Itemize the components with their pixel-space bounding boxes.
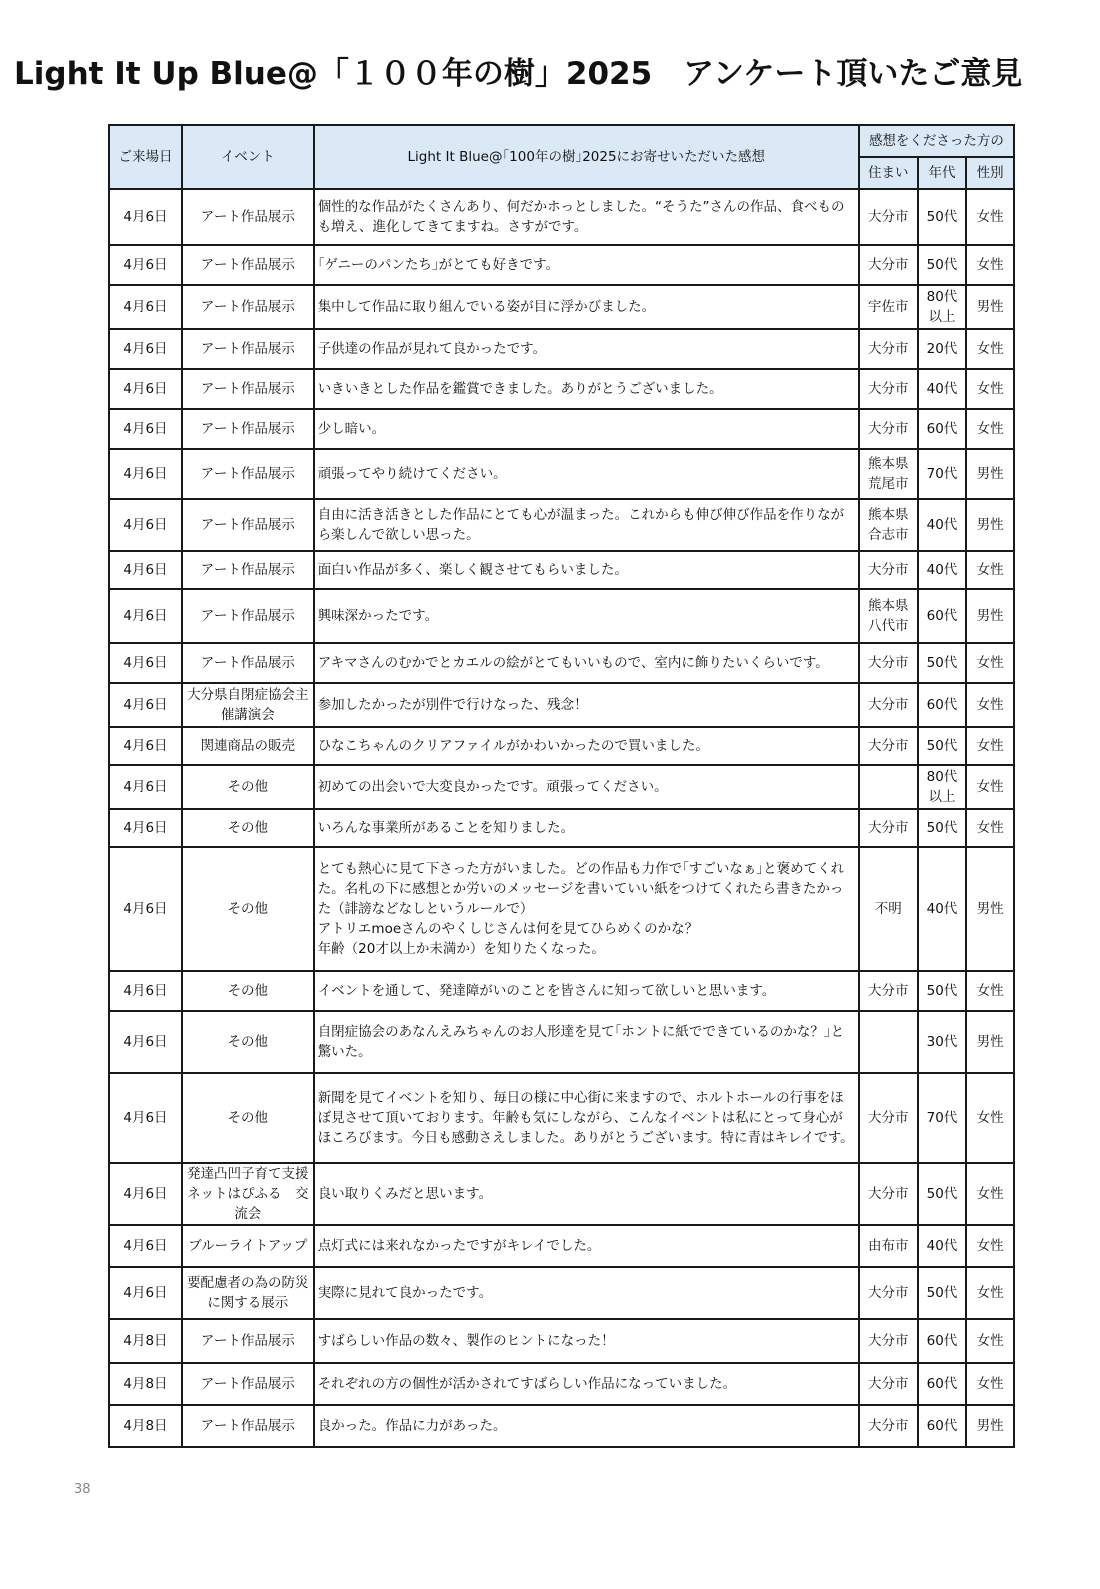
row-comment: アキマさんのむかでとカエルの絵がとてもいいもので、室内に飾りたいくらいです。 [314, 643, 859, 683]
row-residence: 大分市 [859, 727, 918, 765]
row-comment: 面白い作品が多く、楽しく観させてもらいました。 [314, 551, 859, 589]
row-age: 80代以上 [918, 285, 967, 329]
header-comment: Light It Blue@｢100年の樹｣2025にお寄せいただいた感想 [314, 125, 859, 189]
row-date: 4月6日 [109, 1225, 182, 1267]
row-age: 50代 [918, 971, 967, 1011]
row-comment: 興味深かったです。 [314, 589, 859, 643]
table-row [109, 765, 1014, 809]
table-row [109, 499, 1014, 551]
row-gender: 女性 [966, 1225, 1014, 1267]
table-row [109, 1163, 1014, 1225]
row-event: アート作品展示 [182, 643, 314, 683]
row-age: 50代 [918, 245, 967, 285]
row-date: 4月6日 [109, 1073, 182, 1163]
row-date: 4月6日 [109, 189, 182, 245]
row-comment: 少し暗い。 [314, 409, 859, 449]
row-age: 50代 [918, 1267, 967, 1319]
row-comment: それぞれの方の個性が活かされてすばらしい作品になっていました。 [314, 1363, 859, 1405]
row-date: 4月6日 [109, 683, 182, 727]
row-event: アート作品展示 [182, 499, 314, 551]
row-date: 4月6日 [109, 245, 182, 285]
table-row [109, 589, 1014, 643]
row-gender: 女性 [966, 1267, 1014, 1319]
table-row [109, 189, 1014, 245]
row-event: アート作品展示 [182, 369, 314, 409]
row-event: アート作品展示 [182, 449, 314, 499]
row-gender: 女性 [966, 369, 1014, 409]
row-comment: いきいきとした作品を鑑賞できました。ありがとうございました。 [314, 369, 859, 409]
row-age: 50代 [918, 643, 967, 683]
row-comment: 自由に活き活きとした作品にとても心が温まった。これからも伸び伸び作品を作りながら楽しんで欲しい思った。 [314, 499, 859, 551]
row-date: 4月6日 [109, 809, 182, 847]
row-age: 60代 [918, 1363, 967, 1405]
row-event: アート作品展示 [182, 551, 314, 589]
row-comment: 良かった。作品に力があった。 [314, 1405, 859, 1447]
row-residence: 大分市 [859, 1319, 918, 1363]
table-row [109, 643, 1014, 683]
row-date: 4月6日 [109, 589, 182, 643]
row-residence [859, 1011, 918, 1073]
row-event: 関連商品の販売 [182, 727, 314, 765]
row-event: アート作品展示 [182, 1319, 314, 1363]
row-date: 4月6日 [109, 329, 182, 369]
row-comment: イベントを通して、発達障がいのことを皆さんに知って欲しいと思います。 [314, 971, 859, 1011]
row-date: 4月6日 [109, 847, 182, 971]
row-comment: 頑張ってやり続けてください。 [314, 449, 859, 499]
row-gender: 女性 [966, 1073, 1014, 1163]
row-residence: 熊本県合志市 [859, 499, 918, 551]
row-residence: 熊本県荒尾市 [859, 449, 918, 499]
row-gender: 男性 [966, 589, 1014, 643]
row-event: アート作品展示 [182, 285, 314, 329]
row-age: 40代 [918, 369, 967, 409]
table-row [109, 409, 1014, 449]
row-residence: 大分市 [859, 971, 918, 1011]
row-comment: 参加したかったが別件で行けなった、残念！ [314, 683, 859, 727]
header-residence: 住まい [859, 157, 918, 189]
row-comment: いろんな事業所があることを知りました。 [314, 809, 859, 847]
row-event: アート作品展示 [182, 329, 314, 369]
table-row [109, 285, 1014, 329]
row-date: 4月8日 [109, 1363, 182, 1405]
row-event: 発達凸凹子育て支援ネットはぴふる 交流会 [182, 1163, 314, 1225]
row-date: 4月6日 [109, 765, 182, 809]
header-age: 年代 [918, 157, 967, 189]
row-residence: 熊本県八代市 [859, 589, 918, 643]
row-comment: 良い取りくみだと思います。 [314, 1163, 859, 1225]
row-age: 50代 [918, 727, 967, 765]
row-residence: 宇佐市 [859, 285, 918, 329]
row-date: 4月8日 [109, 1319, 182, 1363]
row-residence: 大分市 [859, 683, 918, 727]
row-residence: 不明 [859, 847, 918, 971]
row-event: その他 [182, 765, 314, 809]
row-event: その他 [182, 1011, 314, 1073]
row-residence: 大分市 [859, 1163, 918, 1225]
row-date: 4月6日 [109, 409, 182, 449]
row-residence: 大分市 [859, 409, 918, 449]
table-row [109, 1073, 1014, 1163]
row-date: 4月6日 [109, 1011, 182, 1073]
row-gender: 女性 [966, 809, 1014, 847]
row-event: その他 [182, 971, 314, 1011]
table-row [109, 449, 1014, 499]
row-event: アート作品展示 [182, 409, 314, 449]
row-residence: 大分市 [859, 1073, 918, 1163]
row-gender: 女性 [966, 551, 1014, 589]
row-event: その他 [182, 847, 314, 971]
table-header [109, 125, 1014, 189]
row-comment: 実際に見れて良かったです。 [314, 1267, 859, 1319]
row-gender: 男性 [966, 847, 1014, 971]
row-gender: 男性 [966, 285, 1014, 329]
row-age: 40代 [918, 847, 967, 971]
row-gender: 女性 [966, 409, 1014, 449]
page-number: 38 [74, 1482, 91, 1497]
row-residence: 大分市 [859, 329, 918, 369]
row-comment: 集中して作品に取り組んでいる姿が目に浮かびました。 [314, 285, 859, 329]
row-age: 60代 [918, 1405, 967, 1447]
row-gender: 女性 [966, 643, 1014, 683]
table-row [109, 727, 1014, 765]
row-age: 40代 [918, 1225, 967, 1267]
row-residence: 大分市 [859, 1267, 918, 1319]
row-date: 4月6日 [109, 1163, 182, 1225]
row-gender: 男性 [966, 499, 1014, 551]
row-gender: 女性 [966, 1163, 1014, 1225]
table-row [109, 551, 1014, 589]
row-age: 50代 [918, 1163, 967, 1225]
row-age: 60代 [918, 683, 967, 727]
row-gender: 女性 [966, 329, 1014, 369]
row-residence [859, 765, 918, 809]
table-row [109, 683, 1014, 727]
row-event: アート作品展示 [182, 245, 314, 285]
header-event: イベント [182, 125, 314, 189]
row-age: 60代 [918, 589, 967, 643]
row-age: 70代 [918, 1073, 967, 1163]
row-comment: 点灯式には来れなかったですがキレイでした。 [314, 1225, 859, 1267]
row-age: 50代 [918, 189, 967, 245]
row-gender: 男性 [966, 1405, 1014, 1447]
row-comment: とても熱心に見て下さった方がいました。どの作品も力作で｢すごいなぁ｣と褒めてくれた。名札の下に感想とか労いのメッセージを書いていい紙をつけてくれたら書きたかった（誹謗などなしというルールで） アトリエmoeさんのやくしじさんは何を見てひらめくのかな？ 年齢（20才以上か未満か）を知りたくなった。 [314, 847, 859, 971]
row-comment: すばらしい作品の数々、製作のヒントになった！ [314, 1319, 859, 1363]
row-date: 4月6日 [109, 727, 182, 765]
table-row [109, 971, 1014, 1011]
row-age: 70代 [918, 449, 967, 499]
row-gender: 女性 [966, 189, 1014, 245]
row-date: 4月8日 [109, 1405, 182, 1447]
row-comment: 初めての出会いで大変良かったです。頑張ってください。 [314, 765, 859, 809]
row-comment: 子供達の作品が見れて良かったです。 [314, 329, 859, 369]
row-gender: 女性 [966, 1319, 1014, 1363]
table-row [109, 1267, 1014, 1319]
row-age: 80代以上 [918, 765, 967, 809]
row-age: 60代 [918, 409, 967, 449]
row-comment: ひなこちゃんのクリアファイルがかわいかったので買いました。 [314, 727, 859, 765]
row-comment: 個性的な作品がたくさんあり、何だかホっとしました。“そうた”さんの作品、食べものも増え、進化してきてますね。さすがです。 [314, 189, 859, 245]
row-date: 4月6日 [109, 499, 182, 551]
table-row [109, 847, 1014, 971]
row-event: アート作品展示 [182, 1363, 314, 1405]
row-comment: 自閉症協会のあなんえみちゃんのお人形達を見て｢ホントに紙でできているのかな？｣と驚いた。 [314, 1011, 859, 1073]
row-gender: 男性 [966, 1011, 1014, 1073]
table-row [109, 809, 1014, 847]
row-residence: 大分市 [859, 809, 918, 847]
table-row [109, 245, 1014, 285]
row-gender: 女性 [966, 727, 1014, 765]
row-age: 60代 [918, 1319, 967, 1363]
table-row [109, 369, 1014, 409]
table-row [109, 1011, 1014, 1073]
row-residence: 大分市 [859, 1363, 918, 1405]
row-age: 40代 [918, 499, 967, 551]
row-event: その他 [182, 1073, 314, 1163]
row-comment: ｢ゲニーのパンたち｣がとても好きです。 [314, 245, 859, 285]
row-event: その他 [182, 809, 314, 847]
row-gender: 男性 [966, 449, 1014, 499]
row-date: 4月6日 [109, 551, 182, 589]
row-gender: 女性 [966, 765, 1014, 809]
survey-table [108, 124, 1015, 1448]
row-gender: 女性 [966, 971, 1014, 1011]
row-residence: 大分市 [859, 1405, 918, 1447]
row-age: 50代 [918, 809, 967, 847]
header-date: ご来場日 [109, 125, 182, 189]
table-row [109, 329, 1014, 369]
row-date: 4月6日 [109, 369, 182, 409]
row-event: ブルーライトアップ [182, 1225, 314, 1267]
row-date: 4月6日 [109, 285, 182, 329]
row-event: アート作品展示 [182, 1405, 314, 1447]
table-row [109, 1405, 1014, 1447]
row-residence: 大分市 [859, 189, 918, 245]
table-row [109, 1363, 1014, 1405]
row-gender: 女性 [966, 1363, 1014, 1405]
table-row [109, 1225, 1014, 1267]
row-comment: 新聞を見てイベントを知り、毎日の様に中心街に来ますので、ホルトホールの行事をほぼ見させて頂いております。年齢も気にしながら、こんなイベントは私にとって身心がほころびます。今日も感動さえしました。ありがとうございます。特に青はキレイです。 [314, 1073, 859, 1163]
row-event: 要配慮者の為の防災に関する展示 [182, 1267, 314, 1319]
row-age: 30代 [918, 1011, 967, 1073]
row-event: アート作品展示 [182, 189, 314, 245]
row-gender: 女性 [966, 683, 1014, 727]
row-residence: 大分市 [859, 245, 918, 285]
row-gender: 女性 [966, 245, 1014, 285]
page-title: Light It Up Blue@「１００年の樹」2025 アンケート頂いたご意見 [14, 56, 1023, 92]
table-row [109, 1319, 1014, 1363]
row-date: 4月6日 [109, 1267, 182, 1319]
header-respondent-group: 感想をくださった方の [859, 125, 1014, 157]
row-event: 大分県自閉症協会主催講演会 [182, 683, 314, 727]
table-body [109, 189, 1014, 1447]
row-date: 4月6日 [109, 643, 182, 683]
row-date: 4月6日 [109, 971, 182, 1011]
row-residence: 大分市 [859, 643, 918, 683]
row-age: 40代 [918, 551, 967, 589]
row-residence: 由布市 [859, 1225, 918, 1267]
row-residence: 大分市 [859, 551, 918, 589]
row-event: アート作品展示 [182, 589, 314, 643]
row-age: 20代 [918, 329, 967, 369]
header-gender: 性別 [966, 157, 1014, 189]
row-residence: 大分市 [859, 369, 918, 409]
row-date: 4月6日 [109, 449, 182, 499]
